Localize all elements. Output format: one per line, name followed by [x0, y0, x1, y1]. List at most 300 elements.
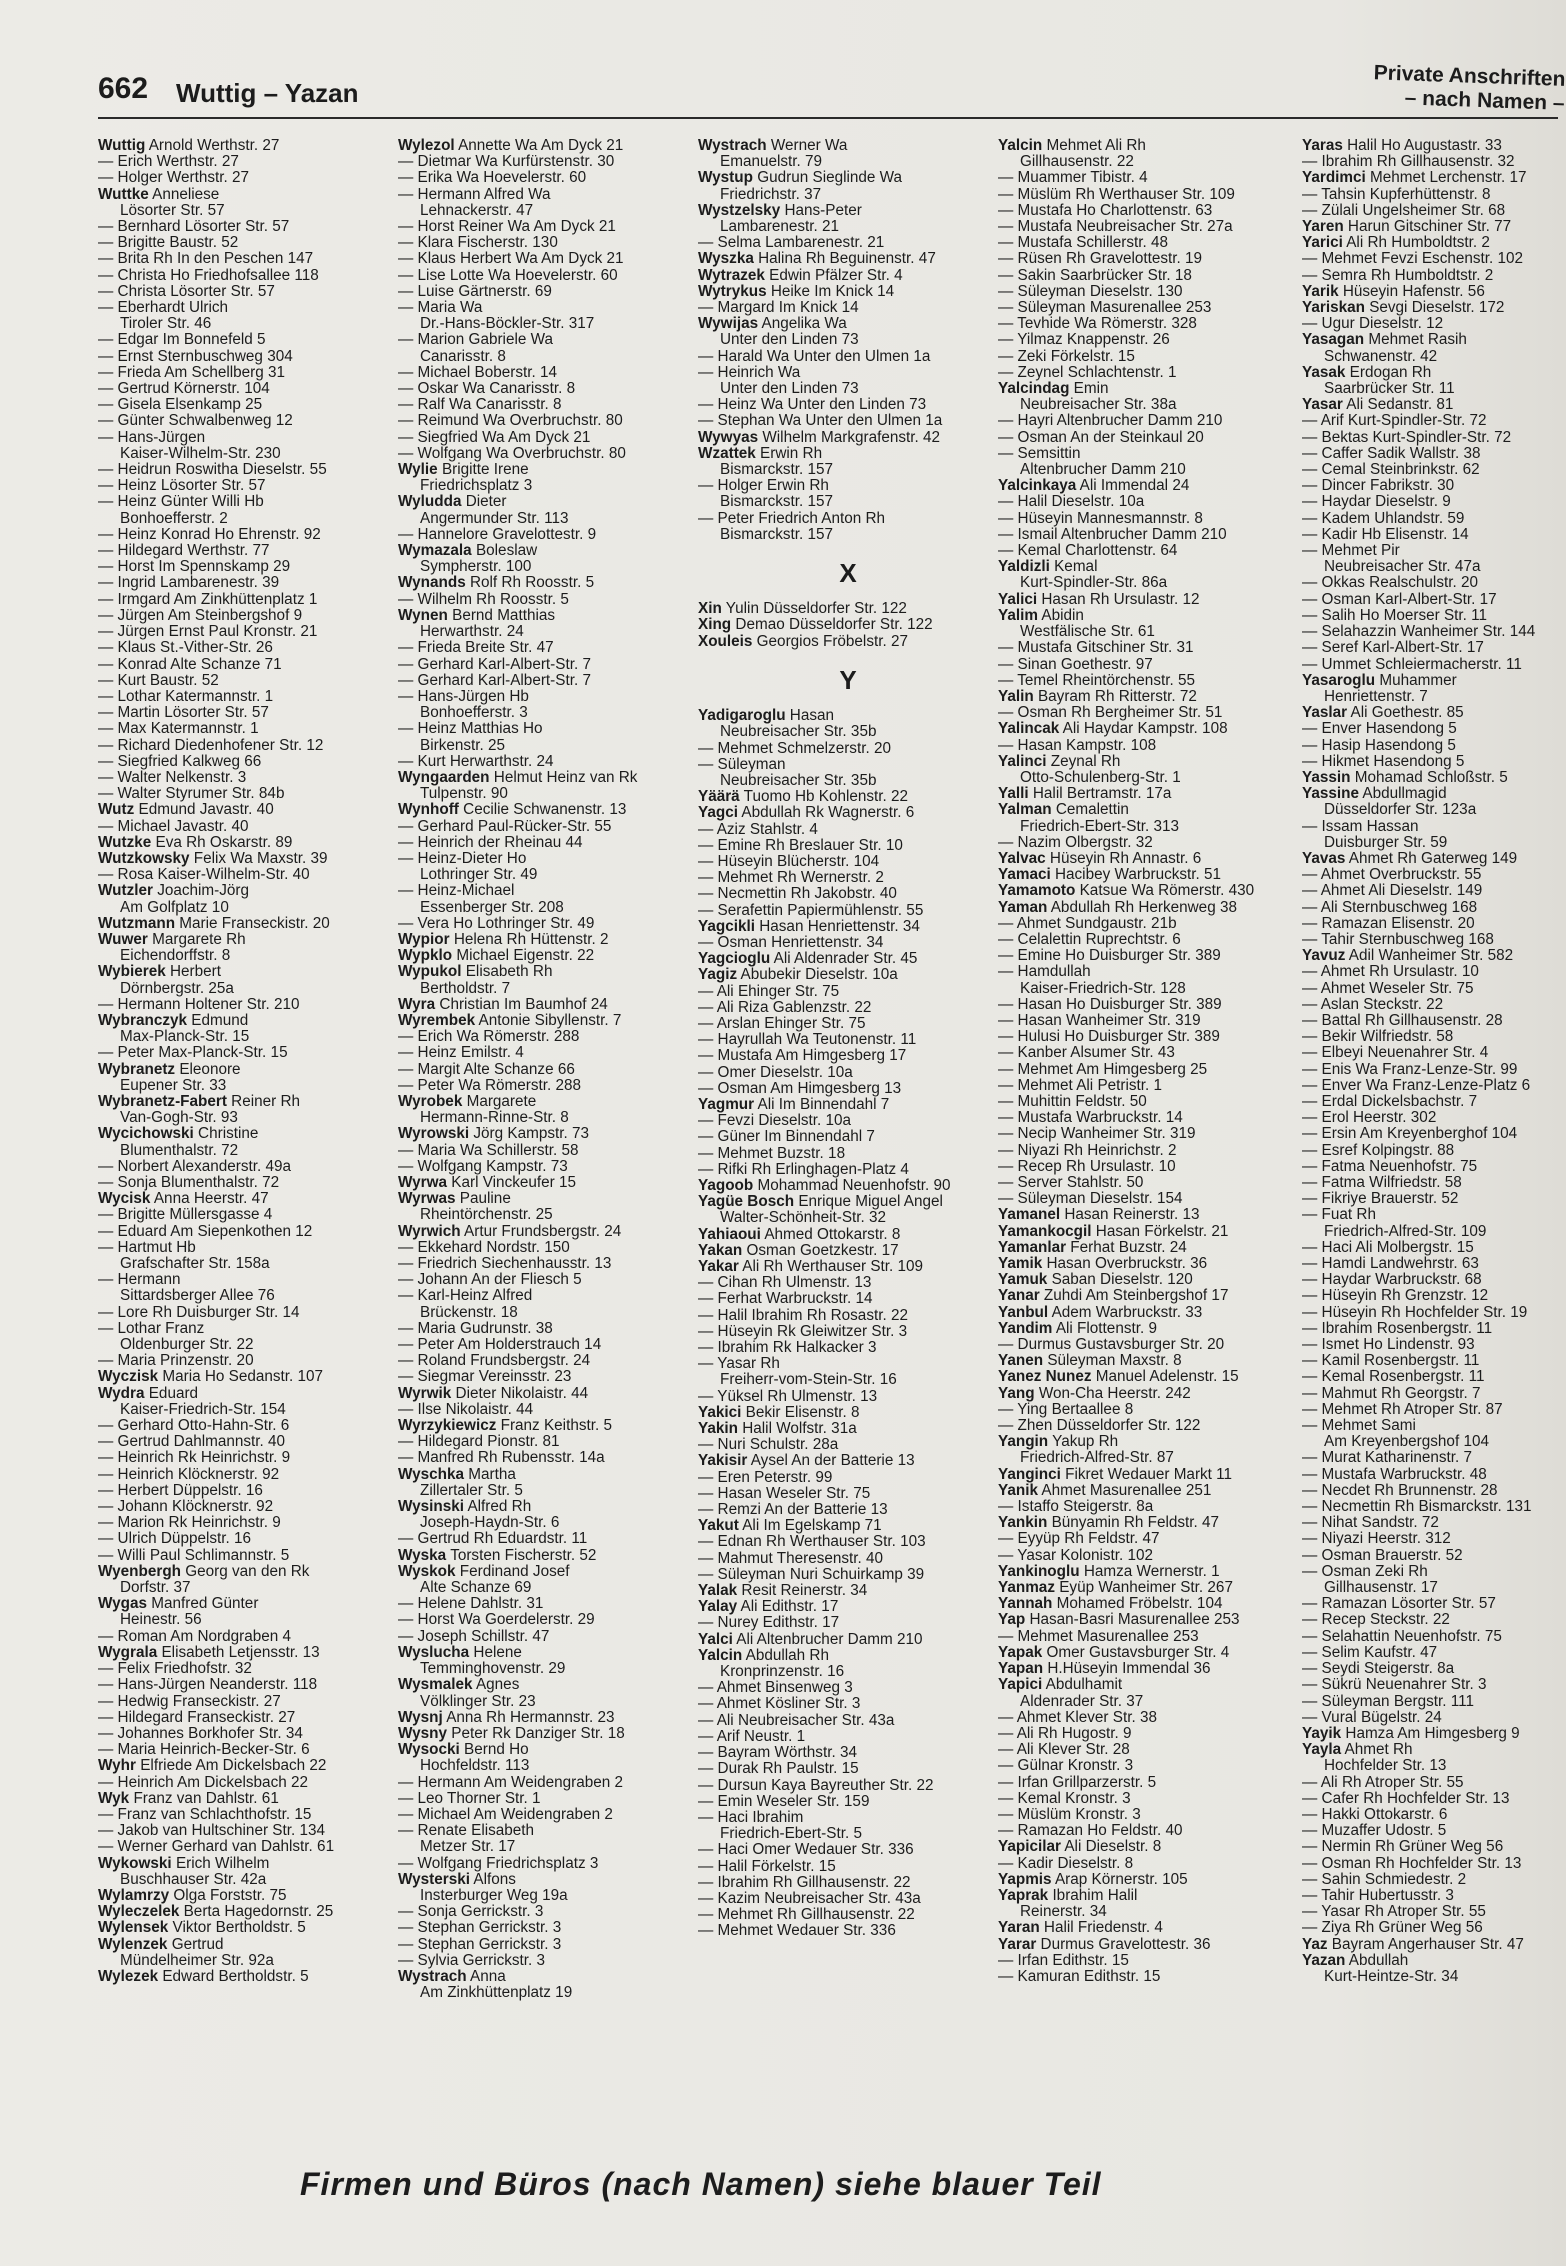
- directory-entry: [1302, 1256, 1564, 1272]
- directory-entry: [998, 251, 1298, 267]
- entry-details: — Michael Am Weidengraben 2: [398, 1806, 613, 1823]
- directory-entry: [98, 268, 398, 284]
- entry-details: — Herbert Düppelstr. 16: [98, 1482, 263, 1499]
- directory-entry: [998, 819, 1298, 835]
- entry-details: — Ugur Dieselstr. 12: [1302, 316, 1444, 333]
- entry-details: — Mehmet Rh Atroper Str. 87: [1302, 1401, 1503, 1418]
- entry-details: Anneliese: [152, 186, 220, 203]
- directory-entry: [1302, 365, 1564, 381]
- entry-details: — Klara Fischerstr. 130: [398, 235, 558, 252]
- directory-entry: [398, 1483, 698, 1499]
- directory-entry: [398, 300, 698, 316]
- section-letter: X: [839, 558, 857, 589]
- entry-surname: Wymazala: [398, 543, 472, 560]
- directory-entry: [698, 1923, 998, 1939]
- entry-details: — Heidrun Roswitha Dieselstr. 55: [98, 462, 327, 479]
- directory-entry: [1302, 1645, 1564, 1661]
- entry-details: Mohamed Fröbelstr. 104: [1056, 1596, 1223, 1613]
- entry-details: Demao Düsseldorfer Str. 122: [735, 617, 933, 634]
- entry-details: Ibrahim Halil: [1052, 1887, 1138, 1904]
- directory-entry: [398, 1256, 698, 1272]
- entry-surname: Wutzler: [98, 883, 153, 900]
- directory-entry: [398, 835, 698, 851]
- entry-details: — Haydar Warbruckstr. 68: [1302, 1272, 1482, 1289]
- section-title-line2: – nach Namen –: [1404, 86, 1566, 115]
- entry-details: — Niyazi Heerstr. 312: [1302, 1531, 1451, 1548]
- entry-details: — Erdal Dickelsbachstr. 7: [1302, 1093, 1478, 1110]
- entry-details: Kaiser-Wilhelm-Str. 230: [120, 445, 281, 462]
- entry-details: — Kurt Baustr. 52: [98, 672, 219, 689]
- directory-entry: [998, 446, 1298, 462]
- directory-entry: [998, 1856, 1298, 1872]
- entry-details: Adil Wanheimer Str. 582: [1348, 948, 1514, 965]
- directory-entry: [98, 1548, 398, 1564]
- directory-entry: [98, 819, 398, 835]
- directory-entry: [1302, 673, 1564, 689]
- entry-details: — Friedrich Siechenhausstr. 13: [398, 1256, 612, 1273]
- directory-entry: [98, 657, 398, 673]
- entry-details: Friedrich-Ebert-Str. 313: [1020, 818, 1179, 835]
- entry-details: — Ali Neubreisacher Str. 43a: [698, 1712, 895, 1729]
- entry-surname: Wylezol: [398, 138, 455, 154]
- entry-surname: Yapicilar: [998, 1839, 1061, 1856]
- entry-details: — Süleyman Masurenallee 253: [998, 300, 1212, 317]
- entry-details: Ali Goethestr. 85: [1350, 705, 1464, 722]
- entry-details: — Roland Frundsbergstr. 24: [398, 1353, 591, 1370]
- entry-details: Eva Rh Oskarstr. 89: [155, 834, 293, 851]
- directory-entry: [998, 170, 1298, 186]
- page-header: [98, 61, 1566, 120]
- entry-details: — Seref Karl-Albert-Str. 17: [1302, 640, 1484, 657]
- entry-surname: Yamik: [998, 1256, 1043, 1273]
- directory-entry: [698, 1275, 998, 1291]
- entry-details: — Hermann Holtener Str. 210: [98, 996, 300, 1013]
- entry-details: Edmund Javastr. 40: [138, 802, 274, 819]
- entry-details: — Michael Boberstr. 14: [398, 364, 557, 381]
- entry-details: — Arif Kurt-Spindler-Str. 72: [1302, 413, 1487, 430]
- directory-entry: [398, 1386, 698, 1402]
- entry-details: Birkenstr. 25: [420, 737, 506, 754]
- directory-entry: [98, 592, 398, 608]
- directory-entry: [98, 446, 398, 462]
- entry-surname: Yannah: [998, 1596, 1053, 1613]
- entry-details: Am Kreyenbergshof 104: [1324, 1434, 1489, 1451]
- entry-details: Mündelheimer Str. 92a: [120, 1952, 274, 1969]
- entry-details: Lothringer Str. 49: [420, 867, 538, 884]
- entry-details: — Gertrud Dahlmannstr. 40: [98, 1434, 286, 1451]
- entry-details: — Müslüm Rh Werthauser Str. 109: [998, 186, 1235, 203]
- entry-details: — Ulrich Düppelstr. 16: [98, 1531, 252, 1548]
- directory-entry: [398, 268, 698, 284]
- entry-details: Bonhoefferstr. 2: [120, 510, 228, 527]
- entry-details: — Joseph Schillstr. 47: [398, 1628, 550, 1645]
- entry-details: — Fuat Rh: [1302, 1207, 1376, 1224]
- directory-entry: [98, 1953, 398, 1969]
- column-1: [98, 138, 398, 1985]
- entry-details: Freiherr-vom-Stein-Str. 16: [720, 1372, 897, 1389]
- entry-details: — Richard Diedenhofener Str. 12: [98, 737, 324, 754]
- entry-details: Mohammad Neuenhofstr. 90: [757, 1177, 951, 1194]
- entry-details: — Fevzi Dieselstr. 10a: [698, 1113, 852, 1130]
- directory-entry: [698, 773, 998, 789]
- directory-entry: [998, 867, 1298, 883]
- directory-entry: [998, 1126, 1298, 1142]
- entry-details: — Halil Förkelstr. 15: [698, 1858, 836, 1875]
- entry-details: — Reimund Wa Overbruchstr. 80: [398, 413, 623, 430]
- directory-entry: [998, 1872, 1298, 1888]
- directory-entry: [998, 1272, 1298, 1288]
- directory-entry: [1302, 1872, 1564, 1888]
- entry-details: — Ahmet Overbruckstr. 55: [1302, 867, 1482, 884]
- entry-details: Kaiser-Friedrich-Str. 128: [1020, 980, 1186, 997]
- directory-entry: [398, 446, 698, 462]
- entry-details: Eyüp Wanheimer Str. 267: [1059, 1580, 1233, 1597]
- directory-entry: [698, 478, 998, 494]
- entry-surname: Wygas: [98, 1596, 148, 1613]
- entry-details: Halil Ho Augustastr. 33: [1347, 138, 1502, 154]
- entry-details: Werner Wa: [770, 138, 848, 154]
- header-rule: [98, 117, 1558, 119]
- entry-details: — Ahmet Kösliner Str. 3: [698, 1696, 861, 1713]
- entry-details: Heike Im Knick 14: [770, 283, 895, 300]
- footer-note: Firmen und Büros (nach Namen) siehe blauer Teil: [300, 2166, 1102, 2202]
- entry-surname: Yanmaz: [998, 1580, 1055, 1597]
- entry-details: — Osman Am Himgesberg 13: [698, 1080, 902, 1097]
- entry-details: — Heinz Emilstr. 4: [398, 1045, 524, 1062]
- directory-entry: [998, 1937, 1298, 1953]
- directory-entry: [398, 1094, 698, 1110]
- entry-details: Elfriede Am Dickelsbach 22: [140, 1758, 327, 1775]
- directory-entry: [998, 1402, 1298, 1418]
- directory-entry: [98, 1045, 398, 1061]
- entry-details: Bayram Rh Ritterstr. 72: [1037, 688, 1197, 705]
- entry-details: Franz Keithstr. 5: [500, 1418, 612, 1435]
- directory-entry: [1302, 608, 1564, 624]
- entry-details: Gillhausenstr. 17: [1324, 1580, 1438, 1597]
- directory-entry: [998, 1434, 1298, 1450]
- entry-details: — Mahmut Rh Georgstr. 7: [1302, 1385, 1481, 1402]
- directory-entry: [1302, 1791, 1564, 1807]
- entry-details: — Heinz Konrad Ho Ehrenstr. 92: [98, 526, 321, 543]
- entry-surname: Wystrach: [398, 1968, 467, 1985]
- directory-entry: [998, 1677, 1298, 1693]
- entry-details: Bonhoefferstr. 3: [420, 705, 528, 722]
- directory-entry: [398, 900, 698, 916]
- directory-entry: [998, 624, 1298, 640]
- entry-details: — Hildegard Franseckistr. 27: [98, 1709, 296, 1726]
- directory-entry: [1302, 1596, 1564, 1612]
- directory-entry: [398, 1499, 698, 1515]
- entry-details: — Max Katermannstr. 1: [98, 721, 259, 738]
- directory-entry: [698, 1308, 998, 1324]
- entry-details: Abdullah Rk Wagnerstr. 6: [741, 805, 915, 822]
- entry-details: — Bekir Wilfriedstr. 58: [1302, 1029, 1454, 1046]
- directory-entry: [998, 1531, 1298, 1547]
- directory-entry: [698, 219, 998, 235]
- entry-details: — Halil Dieselstr. 10a: [998, 494, 1145, 511]
- directory-entry: [398, 1418, 698, 1434]
- entry-surname: Yanbul: [998, 1304, 1049, 1321]
- entry-details: — Hikmet Hasendong 5: [1302, 753, 1465, 770]
- directory-entry: [998, 1953, 1298, 1969]
- entry-details: — Recep Steckstr. 22: [1302, 1612, 1450, 1629]
- directory-entry: [1302, 1305, 1564, 1321]
- directory-entry: [998, 1094, 1298, 1110]
- directory-entry: [98, 964, 398, 980]
- directory-entry: [998, 138, 1298, 154]
- directory-entry: [698, 919, 998, 935]
- directory-entry: [398, 138, 698, 154]
- directory-entry: [398, 1207, 698, 1223]
- entry-details: Joachim-Jörg: [157, 883, 250, 900]
- entry-surname: Wyk: [98, 1790, 130, 1807]
- directory-entry: [98, 1596, 398, 1612]
- entry-surname: Wuttke: [98, 186, 149, 203]
- directory-entry: [1302, 916, 1564, 932]
- directory-entry: [98, 900, 398, 916]
- directory-entry: [698, 138, 998, 154]
- entry-details: — Mehmet Ali Petristr. 1: [998, 1077, 1163, 1094]
- entry-details: — Christa Lösorter Str. 57: [98, 283, 275, 300]
- entry-surname: Wysny: [398, 1725, 448, 1742]
- directory-entry: [698, 903, 998, 919]
- directory-entry: [698, 1081, 998, 1097]
- directory-entry: [98, 1904, 398, 1920]
- entry-details: — Ali Riza Gablenzstr. 22: [698, 999, 872, 1016]
- entry-details: — Ahmet Weseler Str. 75: [1302, 980, 1474, 997]
- directory-entry: [698, 1016, 998, 1032]
- entry-details: — Ali Klever Str. 28: [998, 1742, 1130, 1759]
- directory-entry: [398, 624, 698, 640]
- entry-details: — Jakob van Hultschiner Str. 134: [98, 1823, 326, 1840]
- column-3: [698, 138, 998, 1940]
- entry-details: — Necmettin Rh Bismarckstr. 131: [1302, 1499, 1532, 1516]
- entry-details: Aldenrader Str. 37: [1020, 1693, 1144, 1710]
- directory-entry: [698, 1534, 998, 1550]
- entry-details: — Selma Lambarenestr. 21: [698, 235, 885, 252]
- entry-details: — Hasan Wanheimer Str. 319: [998, 1012, 1201, 1029]
- entry-details: Saarbrücker Str. 11: [1324, 381, 1455, 398]
- directory-entry: [998, 268, 1298, 284]
- entry-details: — Yasar Kolonistr. 102: [998, 1547, 1154, 1564]
- directory-entry: [98, 786, 398, 802]
- entry-details: Ahmet Masurenallee 251: [1041, 1482, 1212, 1499]
- directory-entry: [1302, 430, 1564, 446]
- directory-entry: [1302, 1207, 1564, 1223]
- entry-surname: Yamankocgil: [998, 1223, 1092, 1240]
- directory-entry: [698, 1664, 998, 1680]
- entry-details: — Mehmet Sami: [1302, 1418, 1416, 1435]
- directory-entry: [698, 462, 998, 478]
- entry-details: — Irmgard Am Zinkhüttenplatz 1: [98, 591, 318, 608]
- directory-entry: [698, 1146, 998, 1162]
- entry-details: Halina Rh Beguinenstr. 47: [758, 251, 936, 268]
- directory-entry: [98, 251, 398, 267]
- entry-surname: Wysmalek: [398, 1677, 473, 1694]
- entry-details: H.Hüseyin Immendal 36: [1047, 1661, 1211, 1678]
- entry-surname: Wyra: [398, 996, 436, 1013]
- directory-entry: [998, 559, 1298, 575]
- directory-entry: [1302, 689, 1564, 705]
- entry-details: Franz van Dahlstr. 61: [133, 1790, 279, 1807]
- entry-details: — Johann Klöcknerstr. 92: [98, 1499, 274, 1516]
- entry-details: — Süleyman Dieselstr. 154: [998, 1191, 1183, 1208]
- entry-surname: Wystrach: [698, 138, 767, 154]
- directory-entry: [98, 170, 398, 186]
- directory-entry: [1302, 284, 1564, 300]
- entry-details: — Ahmet Klever Str. 38: [998, 1709, 1157, 1726]
- entry-details: — Ibrahim Rh Gillhausenstr. 22: [698, 1874, 911, 1891]
- directory-entry: [998, 1839, 1298, 1855]
- entry-details: Pauline: [459, 1191, 511, 1208]
- directory-entry: [998, 721, 1298, 737]
- entry-details: — Hulusi Ho Duisburger Str. 389: [998, 1029, 1220, 1046]
- entry-details: — Tahir Sternbuschweg 168: [1302, 931, 1494, 948]
- directory-entry: [398, 1191, 698, 1207]
- directory-entry: [398, 1904, 698, 1920]
- directory-entry: [1302, 1418, 1564, 1434]
- entry-details: Hans-Peter: [784, 202, 862, 219]
- directory-entry: [1302, 300, 1564, 316]
- entry-surname: Yalcinkaya: [998, 478, 1077, 495]
- directory-entry: [98, 1823, 398, 1839]
- entry-surname: Wyslucha: [398, 1644, 470, 1661]
- entry-details: Ahmet Rh Gaterweg 149: [1348, 850, 1518, 867]
- entry-details: Insterburger Weg 19a: [420, 1887, 568, 1904]
- directory-entry: [998, 187, 1298, 203]
- directory-entry: [698, 1810, 998, 1826]
- entry-details: Hüseyin Rh Annastr. 6: [1049, 850, 1202, 867]
- entry-details: Osman Goetzkestr. 17: [746, 1242, 899, 1259]
- entry-details: — Enis Wa Franz-Lenze-Str. 99: [1302, 1061, 1518, 1078]
- directory-entry: [998, 1159, 1298, 1175]
- directory-entry: [998, 203, 1298, 219]
- entry-details: Metzer Str. 17: [420, 1839, 516, 1856]
- directory-entry: [98, 462, 398, 478]
- entry-details: — Ahmet Ali Dieselstr. 149: [1302, 883, 1483, 900]
- entry-details: Abdullah Rh: [745, 1647, 829, 1664]
- directory-entry: [98, 1467, 398, 1483]
- directory-entry: [398, 349, 698, 365]
- entry-details: Erich Wilhelm: [175, 1855, 270, 1872]
- entry-details: Yakup Rh: [1052, 1434, 1119, 1451]
- entry-surname: Wyska: [398, 1547, 447, 1564]
- entry-details: Bismarckstr. 157: [720, 494, 834, 511]
- directory-entry: [398, 754, 698, 770]
- directory-entry: [398, 657, 698, 673]
- directory-entry: [998, 397, 1298, 413]
- entry-surname: Wywyas: [698, 429, 759, 446]
- entry-details: Abdullah Rh Herkenweg 38: [1050, 899, 1237, 916]
- entry-surname: Yakan: [698, 1242, 743, 1259]
- directory-entry: [1302, 1612, 1564, 1628]
- directory-entry: [98, 1159, 398, 1175]
- entry-details: — Gerhard Karl-Albert-Str. 7: [398, 672, 591, 689]
- directory-entry: [398, 1548, 698, 1564]
- entry-details: Hamza Am Himgesberg 9: [1345, 1725, 1520, 1742]
- entry-details: — Erich Wa Römerstr. 288: [398, 1029, 580, 1046]
- entry-details: Sittardsberger Allee 76: [120, 1288, 275, 1305]
- directory-entry: [998, 1078, 1298, 1094]
- entry-details: Bernd Ho: [464, 1742, 529, 1759]
- entry-surname: Yäärä: [698, 789, 740, 806]
- name-range: Wuttig – Yazan: [176, 78, 359, 108]
- entry-details: — Arslan Ehinger Str. 75: [698, 1015, 866, 1032]
- entry-details: — Nihat Sandstr. 72: [1302, 1515, 1439, 1532]
- directory-entry: [998, 689, 1298, 705]
- entry-details: — Sükrü Neuenahrer Str. 3: [1302, 1677, 1487, 1694]
- directory-entry: [98, 575, 398, 591]
- entry-surname: Wyleczelek: [98, 1904, 180, 1921]
- directory-entry: [698, 741, 998, 757]
- directory-entry: [998, 1710, 1298, 1726]
- entry-details: — Sylvia Gerrickstr. 3: [398, 1952, 546, 1969]
- entry-details: Abdulhamit: [1045, 1677, 1123, 1694]
- directory-entry: [998, 511, 1298, 527]
- entry-details: Jörg Kampstr. 73: [473, 1126, 590, 1143]
- entry-details: Hüseyin Hafenstr. 56: [1342, 283, 1485, 300]
- directory-entry: [398, 721, 698, 737]
- directory-entry: [1302, 1888, 1564, 1904]
- directory-entry: [998, 1596, 1298, 1612]
- directory-entry: [698, 365, 998, 381]
- entry-surname: Yalincak: [998, 721, 1060, 738]
- entry-surname: Yaman: [998, 899, 1048, 916]
- entry-details: Hasan Henriettenstr. 34: [759, 918, 920, 935]
- directory-entry: [998, 1288, 1298, 1304]
- entry-details: — Semsittin: [998, 445, 1081, 462]
- directory-entry: [398, 1159, 698, 1175]
- entry-details: — Hans-Jürgen Neanderstr. 118: [98, 1677, 318, 1694]
- entry-details: Ali Aldenrader Str. 45: [773, 951, 918, 968]
- directory-entry: [1302, 462, 1564, 478]
- entry-details: — Dincer Fabrikstr. 30: [1302, 478, 1455, 495]
- entry-details: Heinestr. 56: [120, 1612, 202, 1629]
- directory-entry: [1302, 1110, 1564, 1126]
- entry-details: Georg van den Rk: [185, 1563, 310, 1580]
- directory-entry: [1302, 1937, 1564, 1953]
- directory-entry: [698, 789, 998, 805]
- directory-entry: [1302, 932, 1564, 948]
- directory-entry: [998, 1191, 1298, 1207]
- entry-details: Walter-Schönheit-Str. 32: [720, 1210, 887, 1227]
- entry-surname: Yassine: [1302, 786, 1359, 803]
- entry-details: — Ernst Sternbuschweg 304: [98, 348, 293, 365]
- column-5: [1302, 138, 1564, 1985]
- directory-entry: [1302, 1856, 1564, 1872]
- entry-surname: Yavas: [1302, 850, 1346, 867]
- entry-details: — Niyazi Rh Heinrichstr. 2: [998, 1142, 1177, 1159]
- directory-entry: [98, 1483, 398, 1499]
- directory-entry: [698, 251, 998, 267]
- directory-entry: [398, 1224, 698, 1240]
- directory-entry: [398, 738, 698, 754]
- entry-details: — Osman Karl-Albert-Str. 17: [1302, 591, 1497, 608]
- directory-entry: [98, 413, 398, 429]
- entry-surname: Wutzkowsky: [98, 850, 190, 867]
- entry-details: — Esref Kolpingstr. 88: [1302, 1142, 1455, 1159]
- directory-entry: [698, 1891, 998, 1907]
- directory-entry: [398, 316, 698, 332]
- entry-details: Torsten Fischerstr. 52: [450, 1547, 597, 1564]
- directory-entry: [698, 822, 998, 838]
- entry-details: — Brigitte Baustr. 52: [98, 235, 239, 252]
- directory-entry: [98, 1872, 398, 1888]
- entry-surname: Wyrzykiewicz: [398, 1418, 497, 1435]
- entry-details: Kurt-Spindler-Str. 86a: [1020, 575, 1168, 592]
- entry-surname: Yaran: [998, 1920, 1040, 1937]
- entry-details: — Hüseyin Rh Grenzstr. 12: [1302, 1288, 1489, 1305]
